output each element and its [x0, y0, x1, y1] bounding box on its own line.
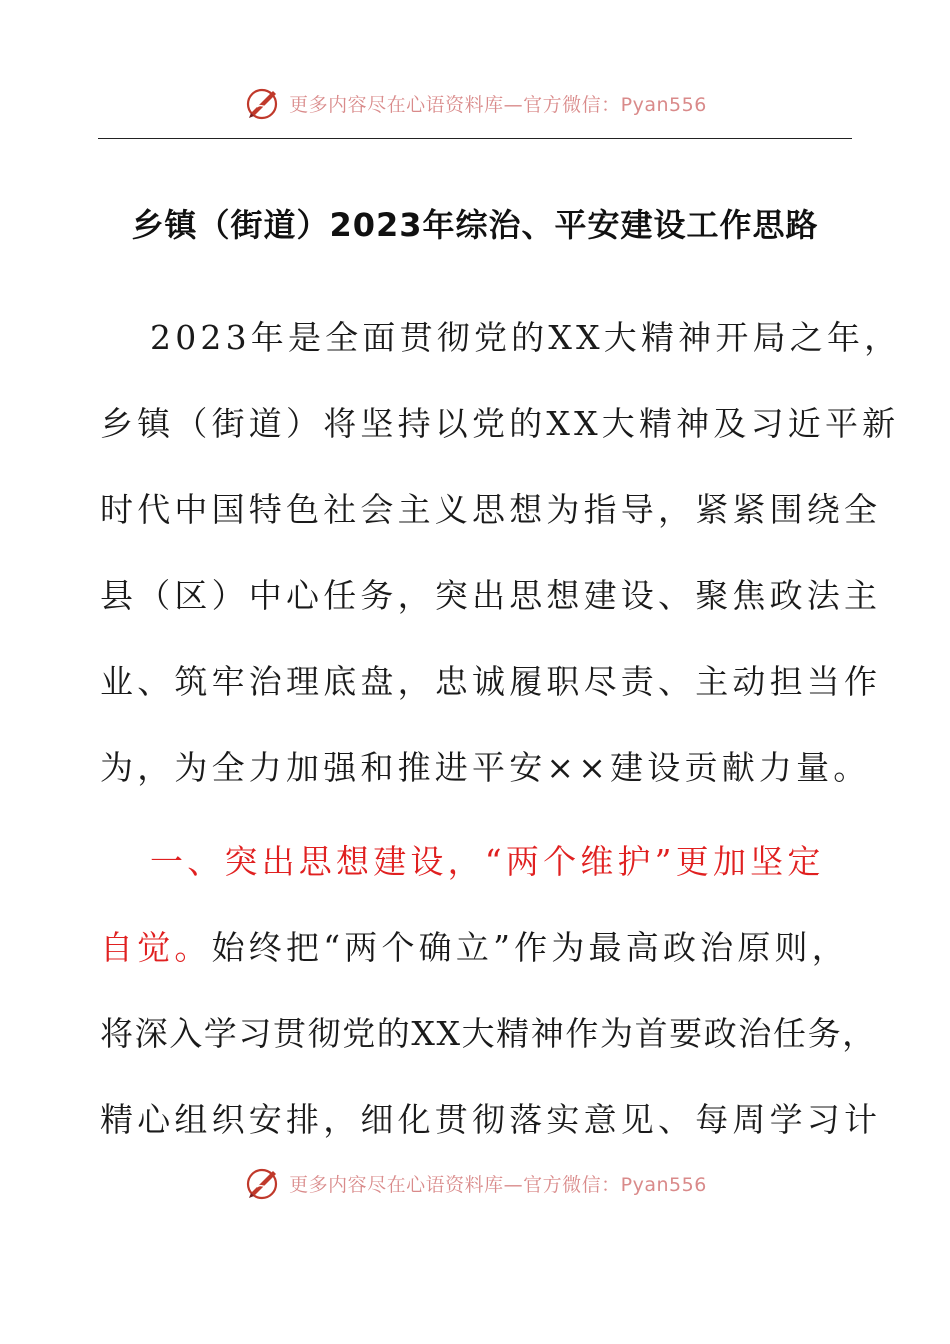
footer-banner-text: 更多内容尽在心语资料库—官方微信：Pyan556 [289, 1173, 707, 1196]
section-heading-1: 一、突出思想建设，“两个维护”更加坚定 [150, 842, 825, 881]
header-divider [98, 138, 852, 139]
section-heading-1-tail: 自觉。 [100, 928, 212, 967]
header-banner [0, 80, 950, 126]
pen-logo-icon [243, 1163, 283, 1203]
paragraph-line-8: 将深入学习贯彻党的XX大精神作为首要政治任务， [100, 1014, 877, 1053]
pen-logo-icon [243, 83, 283, 123]
footer-banner [0, 1160, 950, 1206]
paragraph-line-4: 县（区）中心任务，突出思想建设、聚焦政法主 [100, 576, 882, 615]
paragraph-line-1: 2023年是全面贯彻党的XX大精神开局之年， [150, 318, 902, 357]
paragraph-line-7-text: 始终把“两个确立”作为最高政治原则， [211, 928, 849, 967]
paragraph-line-5: 业、筑牢治理底盘，忠诚履职尽责、主动担当作 [100, 662, 882, 701]
document-title: 乡镇（街道）2023年综治、平安建设工作思路 [131, 206, 819, 244]
paragraph-line-6: 为，为全力加强和推进平安××建设贡献力量。 [100, 748, 871, 787]
paragraph-line-3: 时代中国特色社会主义思想为指导，紧紧围绕全 [100, 490, 882, 529]
paragraph-line-9: 精心组织安排，细化贯彻落实意见、每周学习计 [100, 1100, 882, 1139]
paragraph-line-2: 乡镇（街道）将坚持以党的XX大精神及习近平新 [100, 404, 900, 443]
header-banner-text: 更多内容尽在心语资料库—官方微信：Pyan556 [289, 93, 707, 116]
paragraph-line-7 [100, 922, 860, 969]
